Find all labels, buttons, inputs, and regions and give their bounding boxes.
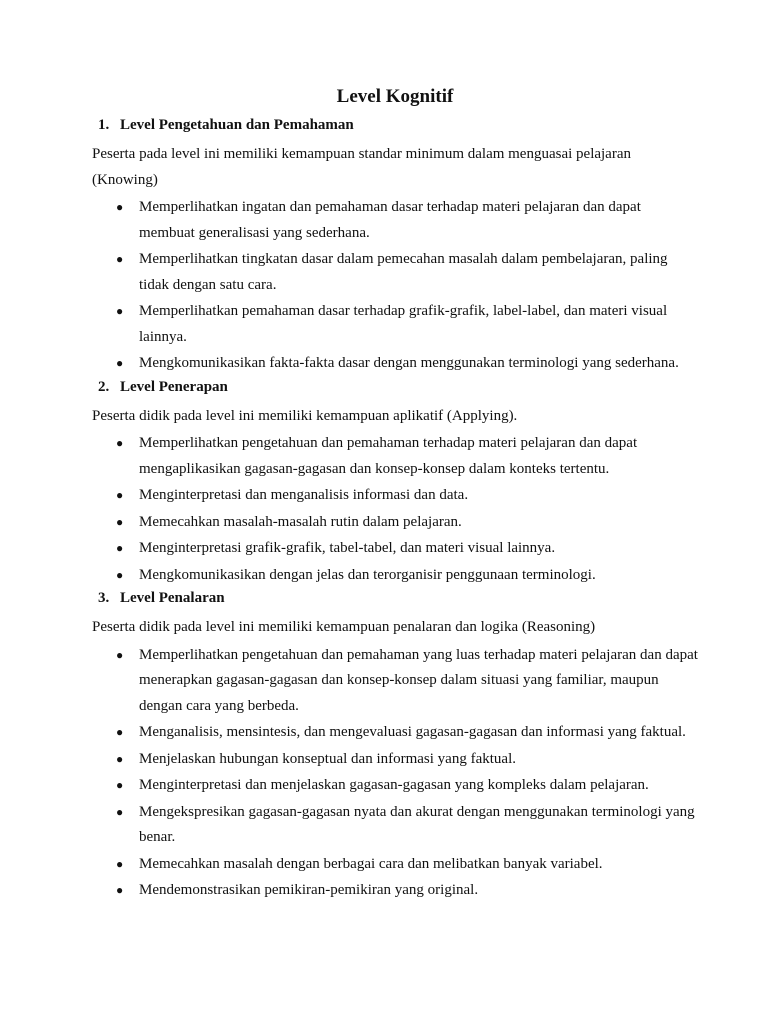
section-heading-text: Level Penerapan — [120, 378, 228, 395]
list-item-text: Memperlihatkan pengetahuan dan pemahaman yang luas terhadap materi pelajaran dan dapat menerapkan gagasan-gagasan dan konsep-konsep dalam situasi yang familiar, maupun dengan cara yang berbeda. — [139, 646, 698, 714]
bullet-icon: ● — [116, 541, 124, 555]
list-item — [92, 536, 698, 562]
list-item — [92, 247, 698, 298]
list-item-text: Memperlihatkan pengetahuan dan pemahaman terhadap materi pelajaran dan dapat mengaplikasikan gagasan-gagasan dan konsep-konsep dalam konteks tertentu. — [139, 435, 638, 477]
bullet-icon: ● — [116, 751, 124, 766]
bullet-icon: ● — [116, 778, 124, 792]
bullet-icon: ● — [116, 252, 124, 266]
list-item — [92, 773, 698, 799]
section-number: 2. — [98, 378, 110, 395]
list-item-text: Menjelaskan hubungan konseptual dan informasi yang faktual. — [139, 750, 516, 767]
bullet-icon: ● — [116, 804, 124, 819]
list-item — [92, 299, 698, 350]
list-item-text: Mengkomunikasikan dengan jelas dan terorganisir penggunaan terminologi. — [139, 566, 596, 583]
bullet-icon: ● — [116, 304, 124, 318]
list-item-text: Mengekspresikan gagasan-gagasan nyata dan akurat dengan menggunakan terminologi yang benar. — [139, 803, 695, 845]
list-item — [92, 195, 698, 246]
section-penerapan — [92, 378, 698, 589]
list-item — [92, 800, 698, 851]
list-item-text: Memecahkan masalah-masalah rutin dalam pelajaran. — [139, 513, 462, 530]
bullet-icon: ● — [116, 725, 124, 739]
list-item-text: Memperlihatkan pemahaman dasar terhadap grafik-grafik, label-label, dan materi visual lainnya. — [139, 303, 668, 345]
section-pengetahuan-pemahaman — [92, 116, 698, 377]
document-title: Level Kognitif — [336, 86, 454, 107]
bullet-icon: ● — [116, 567, 124, 582]
list-item — [92, 747, 698, 773]
section-intro: Peserta didik pada level ini memiliki kemampuan penalaran dan logika (Reasoning) — [92, 619, 596, 635]
bullet-list — [92, 643, 698, 904]
bullet-icon: ● — [116, 436, 124, 450]
section-penalaran — [92, 589, 698, 904]
list-item — [92, 643, 698, 720]
bullet-list — [92, 431, 698, 588]
list-item — [92, 431, 698, 482]
list-item — [92, 720, 698, 746]
section-number: 1. — [98, 117, 110, 133]
section-heading — [92, 116, 698, 134]
list-item-text: Memperlihatkan ingatan dan pemahaman dasar terhadap materi pelajaran dan dapat membuat generalisasi yang sederhana. — [139, 199, 641, 241]
section-heading-text: Level Pengetahuan dan Pemahaman — [120, 117, 354, 133]
section-intro: Peserta pada level ini memiliki kemampuan standar minimum dalam menguasai pelajaran (Knowing) — [92, 146, 631, 188]
section-heading — [92, 378, 698, 396]
list-item — [92, 351, 698, 377]
list-item-text: Menginterpretasi grafik-grafik, tabel-tabel, dan materi visual lainnya. — [139, 540, 556, 556]
bullet-icon: ● — [116, 200, 124, 214]
list-item-text: Menganalisis, mensintesis, dan mengevaluasi gagasan-gagasan dan informasi yang faktual. — [139, 724, 686, 740]
section-heading-text: Level Penalaran — [120, 590, 225, 606]
bullet-icon: ● — [116, 883, 124, 897]
section-intro: Peserta didik pada level ini memiliki kemampuan aplikatif (Applying). — [92, 407, 518, 424]
list-item — [92, 510, 698, 536]
bullet-icon: ● — [116, 647, 124, 662]
list-item — [92, 878, 698, 904]
bullet-icon: ● — [116, 514, 124, 529]
list-item-text: Mendemonstrasikan pemikiran-pemikiran yang original. — [139, 882, 479, 898]
list-item-text: Menginterpretasi dan menjelaskan gagasan-gagasan yang kompleks dalam pelajaran. — [139, 777, 649, 793]
bullet-icon: ● — [116, 356, 124, 370]
list-item-text: Mengkomunikasikan fakta-fakta dasar dengan menggunakan terminologi yang sederhana. — [139, 355, 679, 371]
list-item — [92, 563, 698, 589]
section-heading — [92, 589, 698, 607]
bullet-icon: ● — [116, 488, 124, 502]
list-item-text: Menginterpretasi dan menganalisis informasi dan data. — [139, 487, 469, 503]
list-item-text: Memperlihatkan tingkatan dasar dalam pemecahan masalah dalam pembelajaran, paling tidak dengan satu cara. — [139, 251, 668, 293]
bullet-list — [92, 195, 698, 377]
bullet-icon: ● — [116, 856, 124, 871]
list-item-text: Memecahkan masalah dengan berbagai cara dan melibatkan banyak variabel. — [139, 855, 603, 872]
list-item — [92, 852, 698, 878]
list-item — [92, 483, 698, 509]
section-number: 3. — [98, 590, 110, 606]
